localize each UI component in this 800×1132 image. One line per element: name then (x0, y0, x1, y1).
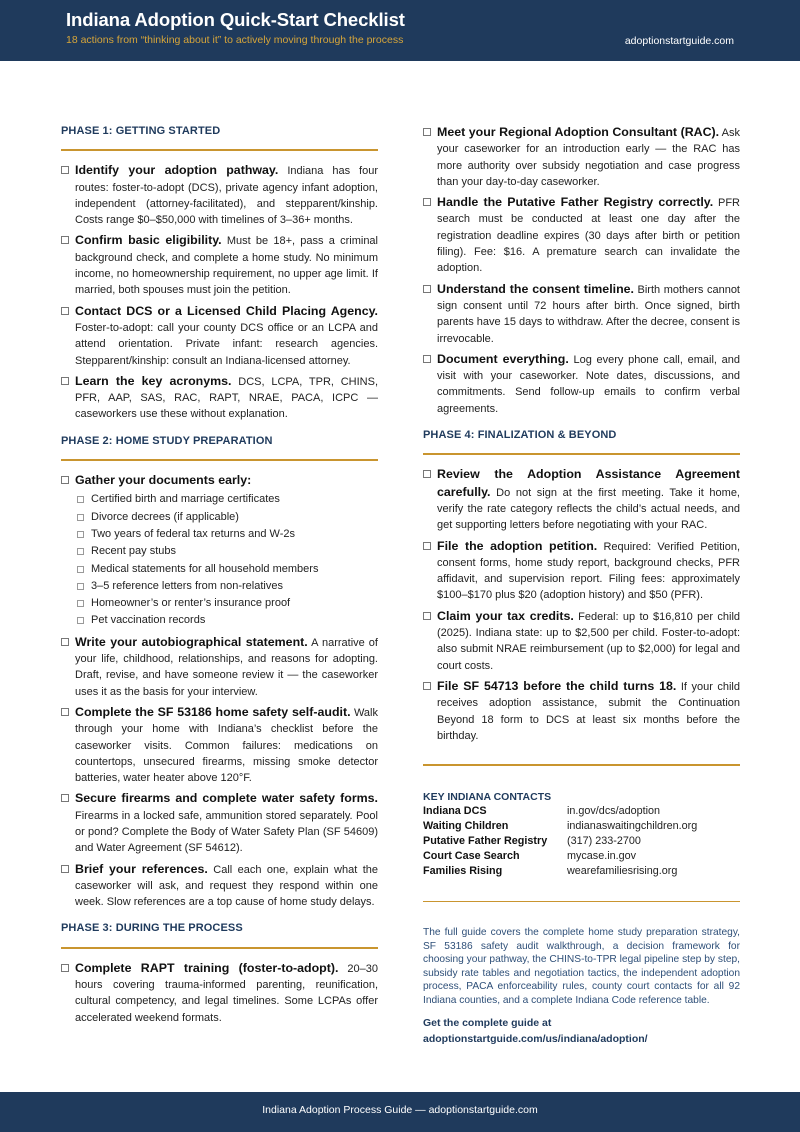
right-column (423, 124, 740, 1047)
sub-checkbox[interactable] (77, 583, 84, 590)
checkbox[interactable] (423, 285, 431, 293)
contact-row: Court Case Search mycase.in.gov (423, 849, 637, 862)
contacts-bottom-divider (423, 901, 740, 903)
document-item: Recent pay stubs (75, 543, 378, 560)
phase1-divider (61, 149, 378, 151)
page-footer: Indiana Adoption Process Guide — adoptionstartguide.com (0, 1092, 800, 1132)
guide-cta (423, 1015, 740, 1047)
contact-row: Waiting Children indianaswaitingchildren.org (423, 819, 698, 832)
sub-checkbox[interactable] (77, 531, 84, 538)
phase3-heading: PHASE 3: DURING THE PROCESS (61, 922, 243, 935)
checklist-item: Secure firearms and complete water safety forms. Firearms in a locked safe, ammunition stored separately. Pool or pond? Complete the Body of Water Safety Plan (SF 54609) and Water Agreement (SF 54612). (61, 790, 378, 856)
contacts-table (423, 804, 740, 879)
checklist-item: Understand the consent timeline. Birth mothers cannot sign consent until 72 hours after birth. Once signed, birth parents have 15 days to withdraw. After the decree, consent is irrevocable. (423, 281, 740, 347)
phase2-heading: PHASE 2: HOME STUDY PREPARATION (61, 434, 273, 447)
checklist-item-gather-documents: Gather your documents early: Certified birth and marriage certificates Divorce decrees (if applicable) Two years of federal tax returns and W-2s Recent pay stubs Medical statements for all household members 3–5 reference letters from non-relatives Homeowner’s or renter’s insurance proof Pet vaccination records (61, 472, 378, 630)
checklist-item: Confirm basic eligibility. Must be 18+, pass a criminal background check, and complete a home study. No minimum income, no homeownership requirement, no upper age limit. If married, both spouses must join the petition. (61, 232, 378, 298)
checkbox[interactable] (61, 166, 69, 174)
sub-checkbox[interactable] (77, 600, 84, 607)
checkbox[interactable] (423, 542, 431, 550)
checklist-item: Identify your adoption pathway. Indiana has four routes: foster-to-adopt (DCS), private agency infant adoption, independent (attorney-facilitated), and stepparent/kinship. Costs range $0–$50,000 with timelines of 3–36+ months. (61, 162, 378, 228)
sub-checkbox[interactable] (77, 617, 84, 624)
checklist-item: Meet your Regional Adoption Consultant (RAC). Ask your caseworker for an introduction early — the RAC has more authority over subsidy negotiation and case progress than your day-to-day caseworker. (423, 124, 740, 190)
checkbox[interactable] (61, 307, 69, 315)
document-item: Certified birth and marriage certificates (75, 491, 378, 508)
sub-checkbox[interactable] (77, 496, 84, 503)
guide-cta-label: Get the complete guide at (423, 1016, 552, 1029)
header-site-link[interactable]: adoptionstartguide.com (624, 35, 734, 47)
sub-checkbox[interactable] (77, 566, 84, 573)
document-item: Pet vaccination records (75, 612, 378, 629)
checklist-item: Brief your references. Call each one, explain what the caseworker will ask, and request they respond within one week. Slow references are a top cause of home study delays. (61, 861, 378, 911)
checkbox[interactable] (61, 865, 69, 873)
checklist-item: Claim your tax credits. Federal: up to $16,810 per child (2025). Indiana state: up to $2,500 per child. Foster-to-adopt: also submit NRAE reimbursement (up to $2,000) for legal and court costs. (423, 608, 740, 674)
checklist-item: Handle the Putative Father Registry correctly. PFR search must be conducted at least one day after the registration deadline expires (30 days after birth or petition filing). Fee: $16. A premature search can invalidate the adoption. (423, 194, 740, 276)
document-list (75, 491, 378, 629)
page-subtitle: 18 actions from “thinking about it” to actively moving through the process (66, 34, 404, 46)
contact-row: Families Rising wearefamiliesrising.org (423, 864, 678, 877)
checkbox[interactable] (423, 612, 431, 620)
checkbox[interactable] (61, 476, 69, 484)
document-item: Medical statements for all household members (75, 561, 378, 578)
checkbox[interactable] (61, 638, 69, 646)
phase3-divider (61, 947, 378, 949)
checklist-item: Complete RAPT training (foster-to-adopt). 20–30 hours covering trauma-informed parenting, reunification, cultural competency, and legal timelines. Some LCPAs offer accelerated weekend formats. (61, 960, 378, 1026)
checkbox[interactable] (423, 682, 431, 690)
guide-link[interactable]: adoptionstartguide.com/us/indiana/adoption/ (423, 1032, 648, 1045)
checklist-item: Review the Adoption Assistance Agreement carefully. Do not sign at the first meeting. Take it home, verify the rate category reflects the child’s actual needs, and get supporting letters before negotiating with your RAC. (423, 466, 740, 533)
phase2-divider (61, 459, 378, 461)
sub-checkbox[interactable] (77, 514, 84, 521)
checkbox[interactable] (61, 236, 69, 244)
checklist-item: Write your autobiographical statement. A narrative of your life, childhood, relationships, and reasons for adopting. Draft, revise, and have someone review it — the caseworker uses it as the basis for your interview. (61, 634, 378, 700)
checklist-item: File SF 54713 before the child turns 18. If your child receives adoption assistance, submit the Continuation Beyond 18 form to DCS at least six months before the birthday. (423, 678, 740, 744)
document-item: 3–5 reference letters from non-relatives (75, 578, 378, 595)
phase1-heading: PHASE 1: GETTING STARTED (61, 125, 221, 137)
checkbox[interactable] (423, 128, 431, 136)
checkbox[interactable] (423, 470, 431, 478)
page-title: Indiana Adoption Quick-Start Checklist (66, 9, 405, 30)
contact-row: Indiana DCS in.gov/dcs/adoption (423, 804, 661, 817)
page-header (0, 0, 800, 61)
checklist-item: File the adoption petition. Required: Verified Petition, consent forms, home study report, background checks, PFR affidavit, and supervision report. Filing fees: approximately $100–$170 plus $20 (adoption history) and $50 (PFR). (423, 538, 740, 604)
checklist-item: Contact DCS or a Licensed Child Placing Agency. Foster-to-adopt: call your county DCS office or an LCPA and attend orientation. Private infant: research agencies. Stepparent/kinship: consult an Indiana-licensed attorney. (61, 303, 378, 369)
left-column (61, 124, 378, 1030)
checkbox[interactable] (61, 377, 69, 385)
checkbox[interactable] (423, 198, 431, 206)
checklist-item: Learn the key acronyms. DCS, LCPA, TPR, CHINS, PFR, AAP, SAS, RAC, RAPT, NRAE, PACA, ICPC — caseworkers use these without explanation. (61, 373, 378, 423)
sub-checkbox[interactable] (77, 548, 84, 555)
document-item: Homeowner’s or renter’s insurance proof (75, 595, 378, 612)
document-item: Divorce decrees (if applicable) (75, 509, 378, 526)
contact-row: Putative Father Registry (317) 233-2700 (423, 834, 641, 847)
checklist-item: Complete the SF 53186 home safety self-audit. Walk through your home with Indiana’s checklist before the caseworker visits. Common failures: medications on countertops, unsecured firearms, missing smoke detector batteries, water heater above 120°F. (61, 704, 378, 786)
checkbox[interactable] (61, 708, 69, 716)
checklist-item: Document everything. Log every phone call, email, and visit with your caseworker. Note dates, discussions, and commitments. Send follow-up emails to confirm verbal agreements. (423, 351, 740, 417)
checkbox[interactable] (423, 355, 431, 363)
checkbox[interactable] (61, 964, 69, 972)
guide-description: The full guide covers the complete home study preparation strategy, SF 53186 safety audit walkthrough, a decision framework for choosing your pathway, the CHINS-to-TPR legal pipeline step by step, subsidy rate tables and negotiation tactics, the independent adoption process, PACA enforceability rules, county court contacts for all 92 Indiana counties, and a complete Indiana Code reference table. (423, 927, 740, 1007)
contacts-heading: KEY INDIANA CONTACTS (423, 790, 552, 803)
document-item: Two years of federal tax returns and W-2s (75, 526, 378, 543)
checkbox[interactable] (61, 794, 69, 802)
phase4-divider (423, 453, 740, 455)
phase4-heading: PHASE 4: FINALIZATION & BEYOND (423, 429, 617, 442)
contacts-top-divider (423, 764, 740, 766)
